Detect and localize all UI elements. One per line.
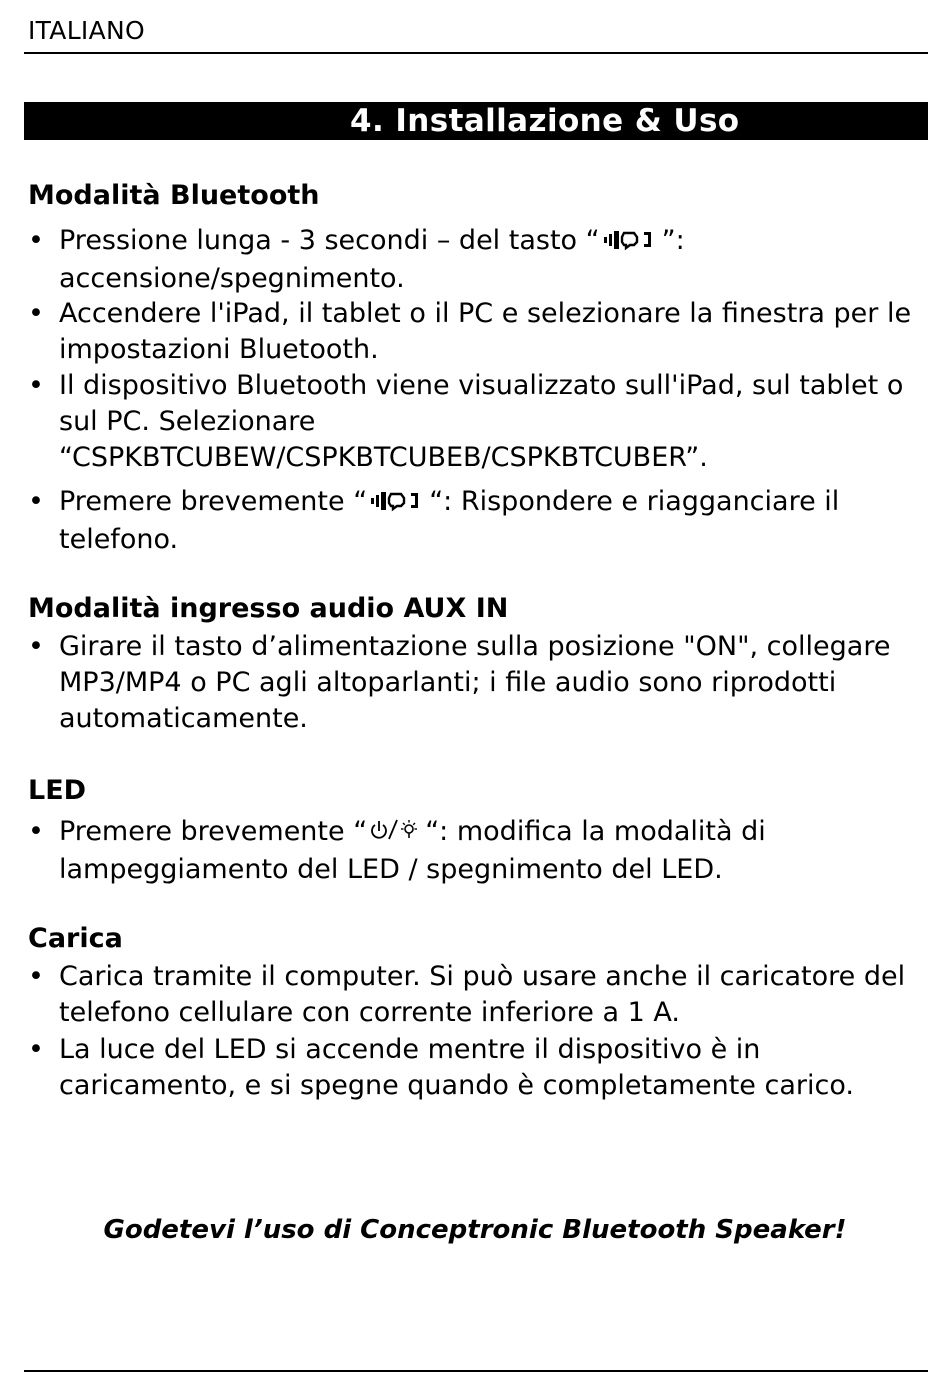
- bullet-dot: •: [28, 1034, 44, 1065]
- heading-aux-in: Modalità ingresso audio AUX IN: [28, 593, 509, 624]
- list-item: [28, 484, 928, 558]
- section-title: 4. Installazione & Uso: [350, 103, 740, 139]
- bullet-dot: •: [28, 298, 44, 329]
- phone-call-icon: [600, 225, 662, 261]
- power-light-icon: [367, 816, 425, 852]
- language-header: ITALIANO: [28, 16, 145, 45]
- closing-message: Godetevi l’uso di Conceptronic Bluetooth Speaker!: [103, 1215, 847, 1245]
- bullet-text: Girare il tasto d’alimentazione sulla posizione "ON", collegare MP3/MP4 o PC agli altoparlanti; i file audio sono riprodotti automaticamente.: [59, 631, 891, 734]
- heading-led: LED: [28, 775, 87, 806]
- list-item: [28, 296, 928, 368]
- phone-call-icon: [367, 486, 429, 522]
- bullet-text: Il dispositivo Bluetooth viene visualizzato sull'iPad, sul tablet o sul PC. Selezionare “CSPKBTCUBEW/CSPKBTCUBEB/CSPKBTCUBER”.: [59, 370, 904, 473]
- bullet-text: “: Rispondere e riagganciare il telefono.: [59, 486, 840, 555]
- list-item: [28, 368, 928, 476]
- bullet-dot: •: [28, 631, 44, 662]
- heading-carica: Carica: [28, 923, 123, 954]
- bullet-text: “: modifica la modalità di lampeggiamento del LED / spegnimento del LED.: [59, 816, 766, 885]
- bullet-text: Premere brevemente “: [59, 486, 368, 517]
- list-item: [28, 1032, 928, 1104]
- section-title-bar: [24, 102, 928, 140]
- bullet-text: Pressione lunga - 3 secondi – del tasto “: [59, 225, 600, 256]
- bullet-dot: •: [28, 486, 44, 517]
- list-item: [28, 959, 928, 1031]
- bullet-dot: •: [28, 225, 44, 256]
- list-item: [28, 629, 928, 737]
- top-rule: [24, 52, 928, 54]
- heading-bluetooth: Modalità Bluetooth: [28, 180, 320, 211]
- bullet-dot: •: [28, 816, 44, 847]
- bullet-text: Carica tramite il computer. Si può usare anche il caricatore del telefono cellulare con corrente inferiore a 1 A.: [59, 961, 906, 1028]
- bullet-dot: •: [28, 370, 44, 401]
- list-item: [28, 223, 928, 297]
- bullet-dot: •: [28, 961, 44, 992]
- bullet-text: La luce del LED si accende mentre il dispositivo è in caricamento, e si spegne quando è completamente carico.: [59, 1034, 854, 1101]
- bullet-text: Accendere l'iPad, il tablet o il PC e selezionare la finestra per le impostazioni Bluetooth.: [59, 298, 912, 365]
- bullet-text: Premere brevemente “: [59, 816, 368, 847]
- list-item: [28, 814, 928, 888]
- bottom-rule: [24, 1370, 928, 1372]
- bullet-text: ”: accensione/spegnimento.: [59, 225, 685, 294]
